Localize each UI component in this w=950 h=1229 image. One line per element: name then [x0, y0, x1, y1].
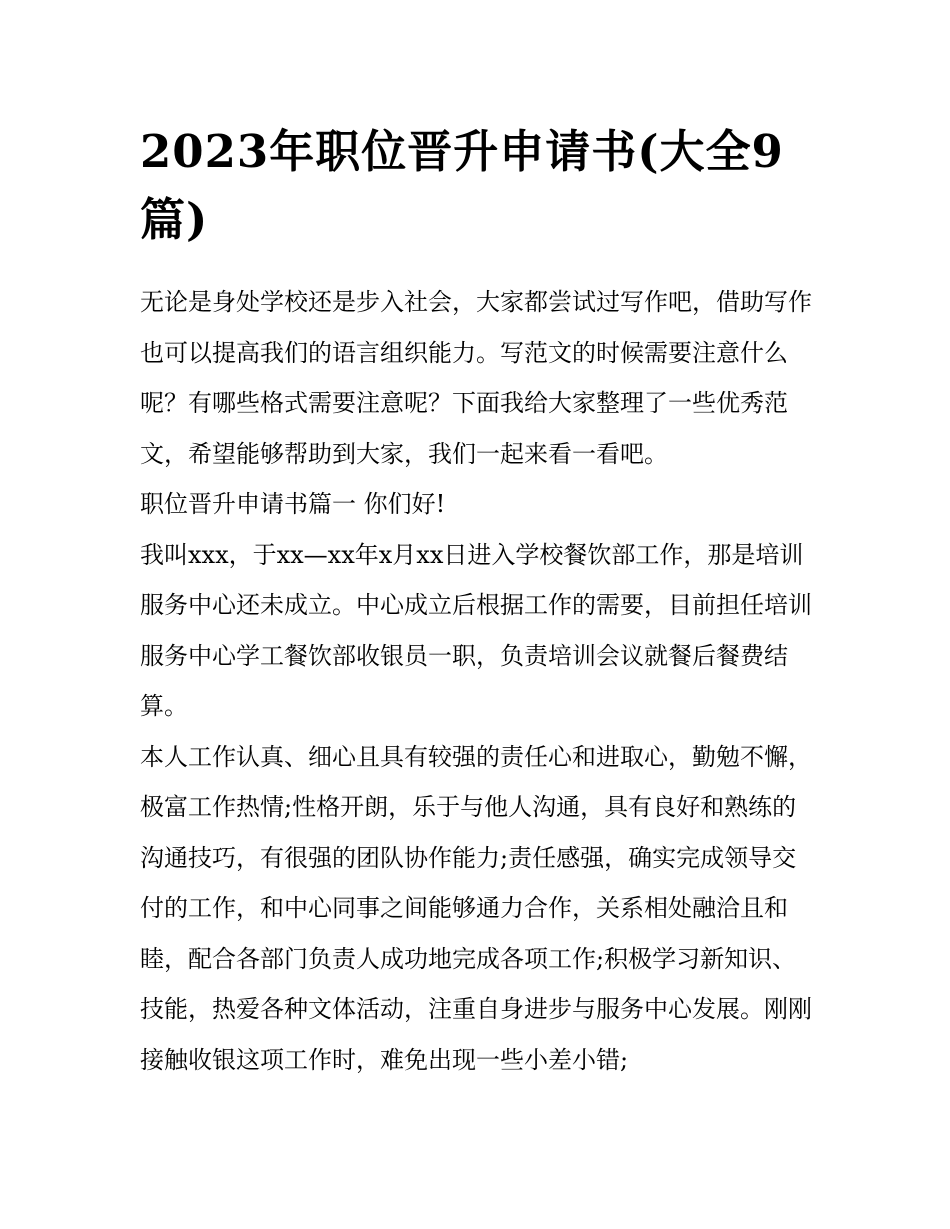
paragraph-intro: 无论是身处学校还是步入社会，大家都尝试过写作吧，借助写作也可以提高我们的语言组织能力。写范文的时候需要注意什么呢？有哪些格式需要注意呢？下面我给大家整理了一些优秀范文，希望能够帮助到大家，我们一起来看一看吧。: [140, 288, 812, 468]
paragraph-self-intro: 我叫xxx，于xx—xx年x月xx日进入学校餐饮部工作，那是培训服务中心还未成立。中心成立后根据工作的需要，目前担任培训服务中心学工餐饮部收银员一职，负责培训会议就餐后餐费结算。: [140, 540, 812, 720]
document-title: 2023年职位晋升申请书(大全9篇): [140, 125, 784, 246]
paragraph-qualities: 本人工作认真、细心且具有较强的责任心和进取心，勤勉不懈，极富工作热情;性格开朗，乐于与他人沟通，具有良好和熟练的沟通技巧，有很强的团队协作能力;责任感强，确实完成领导交付的工作，和中心同事之间能够通力合作，关系相处融洽且和睦，配合各部门负责人成功地完成各项工作;积极学习新知识、技能，热爱各种文体活动，注重自身进步与服务中心发展。刚刚接触收银这项工作时，难免出现一些小差小错;: [140, 742, 812, 1074]
paragraph-heading: 职位晋升申请书篇一 你们好!: [140, 490, 446, 518]
document-body: [140, 277, 820, 1085]
